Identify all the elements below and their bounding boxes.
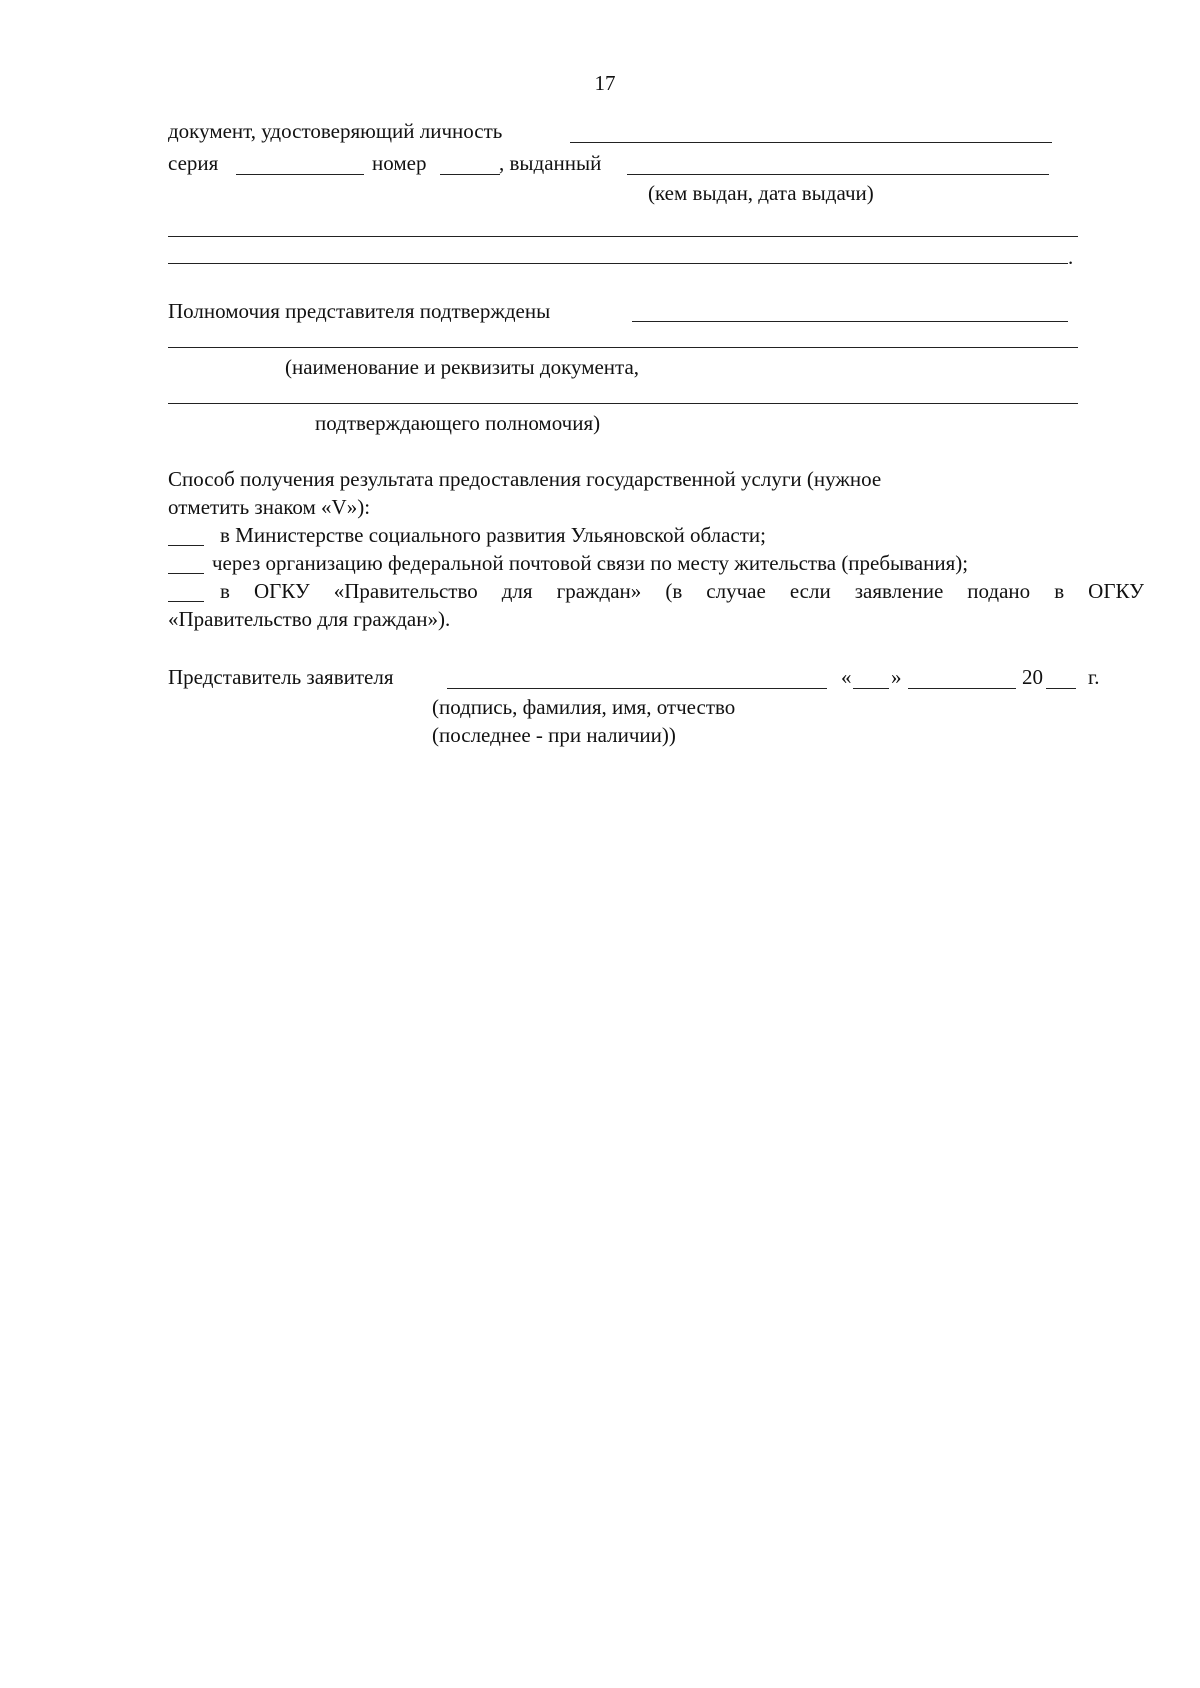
issued-continuation-line-2[interactable]: [168, 263, 1068, 264]
option-2-label: через организацию федеральной почтовой связи по месту жительства (пребывания);: [212, 551, 969, 575]
number-label: номер: [372, 151, 427, 175]
option-3-word: «Правительство: [333, 579, 478, 603]
issued-caption: (кем выдан, дата выдачи): [648, 181, 874, 205]
page-number: 17: [594, 71, 616, 95]
option-3-word: если: [789, 579, 831, 603]
date-quote-close: »: [891, 665, 902, 689]
series-field[interactable]: [236, 174, 364, 175]
date-year-prefix: 20: [1022, 665, 1043, 689]
issued-continuation-line-1[interactable]: [168, 236, 1078, 237]
authority-label: Полномочия представителя подтверждены: [168, 299, 551, 323]
option-3-word: заявление: [854, 579, 944, 603]
option-3-checkbox[interactable]: [168, 601, 204, 602]
authority-line-3[interactable]: [168, 403, 1078, 404]
method-heading-line-2: отметить знаком «V»):: [168, 495, 371, 519]
date-quote-open: «: [841, 665, 852, 689]
signature-caption-1: (подпись, фамилия, имя, отчество: [432, 695, 736, 719]
number-field[interactable]: [440, 174, 500, 175]
option-2-checkbox[interactable]: [168, 573, 204, 574]
option-1-label: в Министерстве социального развития Ульяновской области;: [220, 523, 766, 547]
option-3-word: для: [501, 579, 533, 603]
date-month-field[interactable]: [908, 688, 1016, 689]
option-3-word: ОГКУ: [253, 579, 310, 603]
issued-label: , выданный: [499, 151, 602, 175]
option-3-word: ОГКУ: [1088, 579, 1144, 603]
identity-doc-label: документ, удостоверяющий личность: [168, 119, 503, 143]
issued-end-dot: .: [1068, 245, 1074, 269]
representative-label: Представитель заявителя: [168, 665, 394, 689]
signature-caption-2: (последнее - при наличии)): [432, 723, 676, 747]
option-3-word: в: [220, 579, 230, 603]
option-3-word: в: [1054, 579, 1065, 603]
authority-line-2[interactable]: [168, 347, 1078, 348]
authority-caption-2: подтверждающего полномочия): [315, 411, 601, 435]
option-3-word: (в: [665, 579, 683, 603]
series-label: серия: [168, 151, 219, 175]
date-day-field[interactable]: [853, 688, 889, 689]
method-heading-line-1: Способ получения результата предоставления государственной услуги (нужное: [168, 467, 882, 491]
option-3-word: граждан»: [556, 579, 642, 603]
option-3-label-line-1: [220, 578, 1144, 604]
identity-doc-field[interactable]: [570, 142, 1052, 143]
option-3-word: случае: [706, 579, 766, 603]
signature-field[interactable]: [447, 688, 827, 689]
option-3-label-line-2: «Правительство для граждан»).: [168, 607, 451, 631]
option-1-checkbox[interactable]: [168, 545, 204, 546]
authority-field[interactable]: [632, 321, 1068, 322]
issued-field[interactable]: [627, 174, 1049, 175]
date-year-suffix: г.: [1088, 665, 1100, 689]
authority-caption-1: (наименование и реквизиты документа,: [285, 355, 640, 379]
date-year-field[interactable]: [1046, 688, 1076, 689]
option-3-word: подано: [967, 579, 1031, 603]
